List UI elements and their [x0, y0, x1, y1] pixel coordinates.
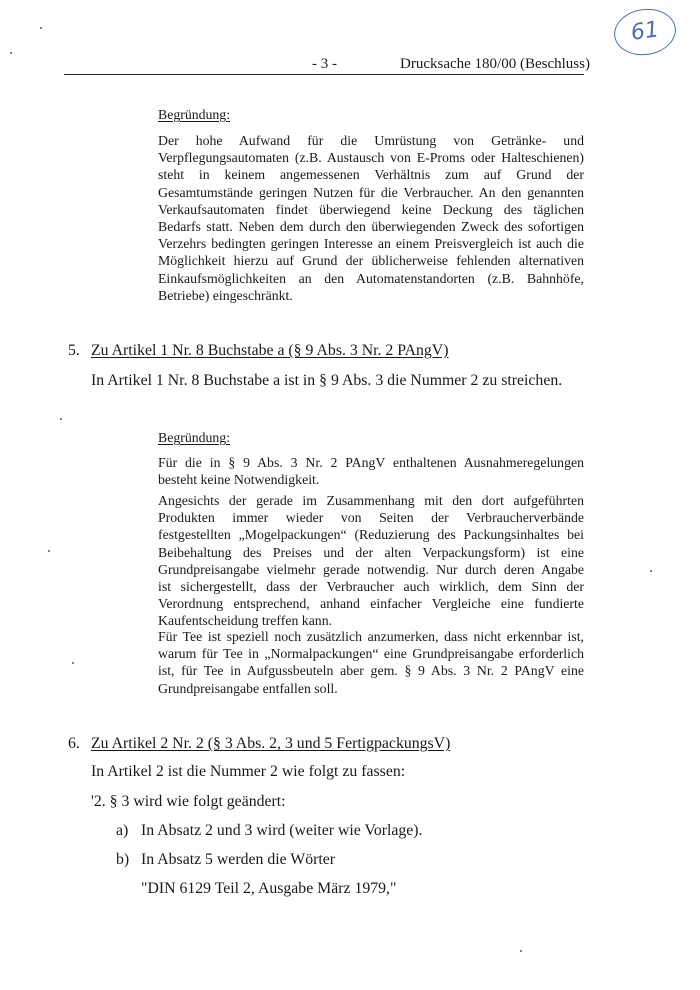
scan-speck [48, 550, 50, 552]
text-line: Betriebe) eingeschränkt. [158, 287, 293, 303]
scan-speck [650, 570, 652, 572]
scan-speck [10, 52, 12, 54]
text-line: ist sichergestellt, dass der Verbraucher auch wirklich, dem Sinn der [158, 578, 584, 594]
section-6-title: Zu Artikel 2 Nr. 2 (§ 3 Abs. 2, 3 und 5 FertigpackungsV) [91, 735, 451, 752]
section-5-text: In Artikel 1 Nr. 8 Buchstabe a ist in § 9 Abs. 3 die Nummer 2 zu streichen. [91, 372, 563, 389]
text-line: Grundpreisangabe vielmehr gerade notwendig. Nur durch deren Angabe [158, 561, 584, 577]
text-line: Verzehrs bedingten geringen Interesse an einem Preisvergleich ist auch die [158, 236, 584, 252]
text-line: Einkaufsmöglichkeiten an den Automatenstandorten (z.B. Bahnhöfe, [158, 270, 584, 286]
text-line: Grundpreisangabe entfallen soll. [158, 680, 338, 696]
justification-text-2b [158, 492, 584, 630]
scan-speck [60, 418, 62, 420]
text-line: warum für Tee in „Normalpackungen“ eine Grundpreisangabe erforderlich [158, 646, 584, 662]
document-reference: Drucksache 180/00 (Beschluss) [400, 56, 590, 72]
text-line: Produkten immer wieder von Seiten der Verbraucherverbände [158, 510, 584, 526]
sub-item-a-text: In Absatz 2 und 3 wird (weiter wie Vorlage). [141, 822, 423, 839]
section-6-text: In Artikel 2 ist die Nummer 2 wie folgt zu fassen: [91, 763, 406, 780]
text-line: ist, für Tee in Aufgussbeuteln aber gem. § 9 Abs. 3 Nr. 2 PAngV eine [158, 663, 584, 679]
scan-speck [72, 662, 74, 664]
text-line: Verkaufsautomaten findet überwiegend keine Deckung des täglichen [158, 201, 584, 217]
text-line: Gesamtumstände geringen Nutzen für die Verbraucher. An den genannten [158, 184, 584, 200]
scan-speck [520, 950, 522, 952]
justification-label-1: Begründung: [158, 107, 231, 122]
text-line: Bedarfs statt. Neben dem durch den überwiegenden Zweck des sofortigen [158, 218, 584, 234]
sub-item-b-text: In Absatz 5 werden die Wörter [141, 851, 336, 868]
justification-text-2c [158, 628, 584, 697]
text-line: Kaufentscheidung treffen kann. [158, 613, 333, 629]
quoted-wording: "DIN 6129 Teil 2, Ausgabe März 1979," [141, 880, 397, 897]
section-5-title: Zu Artikel 1 Nr. 8 Buchstabe a (§ 9 Abs. 3 Nr. 2 PAngV) [91, 342, 449, 359]
text-line: Für Tee ist speziell noch zusätzlich anzumerken, dass nicht erkennbar ist, [158, 629, 584, 644]
section-5-number: 5. [68, 342, 80, 359]
header-rule [64, 74, 584, 75]
handwritten-page-stamp: 61 [611, 5, 679, 59]
section-6-number: 6. [68, 735, 80, 752]
text-line: Möglichkeit hierzu auf Grund der üblicherweise fehlenden alternativen [158, 253, 584, 269]
scan-speck [40, 27, 42, 29]
justification-label-2: Begründung: [158, 430, 231, 445]
text-line: Angesichts der gerade im Zusammenhang mit den dort aufgeführten [158, 493, 584, 508]
text-line: Beibehaltung des Preises und der alten Verpackungsform) ist eine [158, 544, 584, 560]
text-line: Verpflegungsautomaten (z.B. Austausch von E-Proms oder Halteschienen) [158, 150, 584, 166]
justification-text-1 [158, 132, 584, 304]
text-line: steht in keinem angemessenen Verhältnis zum auf Grund der [158, 167, 584, 183]
text-line: Der hohe Aufwand für die Umrüstung von Getränke- und [158, 133, 584, 148]
text-line: Für die in § 9 Abs. 3 Nr. 2 PAngV enthaltenen Ausnahmeregelungen [158, 455, 584, 470]
sub-item-b-marker: b) [116, 851, 130, 868]
justification-text-2a [158, 454, 584, 488]
text-line: besteht keine Notwendigkeit. [158, 472, 320, 488]
text-line: Verordnung entsprechend, anhand einfacher Vergleiche eine fundierte [158, 596, 584, 612]
text-line: festgestellten „Mogelpackungen“ (Reduzierung des Packungsinhaltes bei [158, 527, 584, 543]
page-number: - 3 - [312, 56, 337, 72]
sub-item-a-marker: a) [116, 822, 129, 839]
section-6-item: '2. § 3 wird wie folgt geändert: [91, 793, 286, 810]
